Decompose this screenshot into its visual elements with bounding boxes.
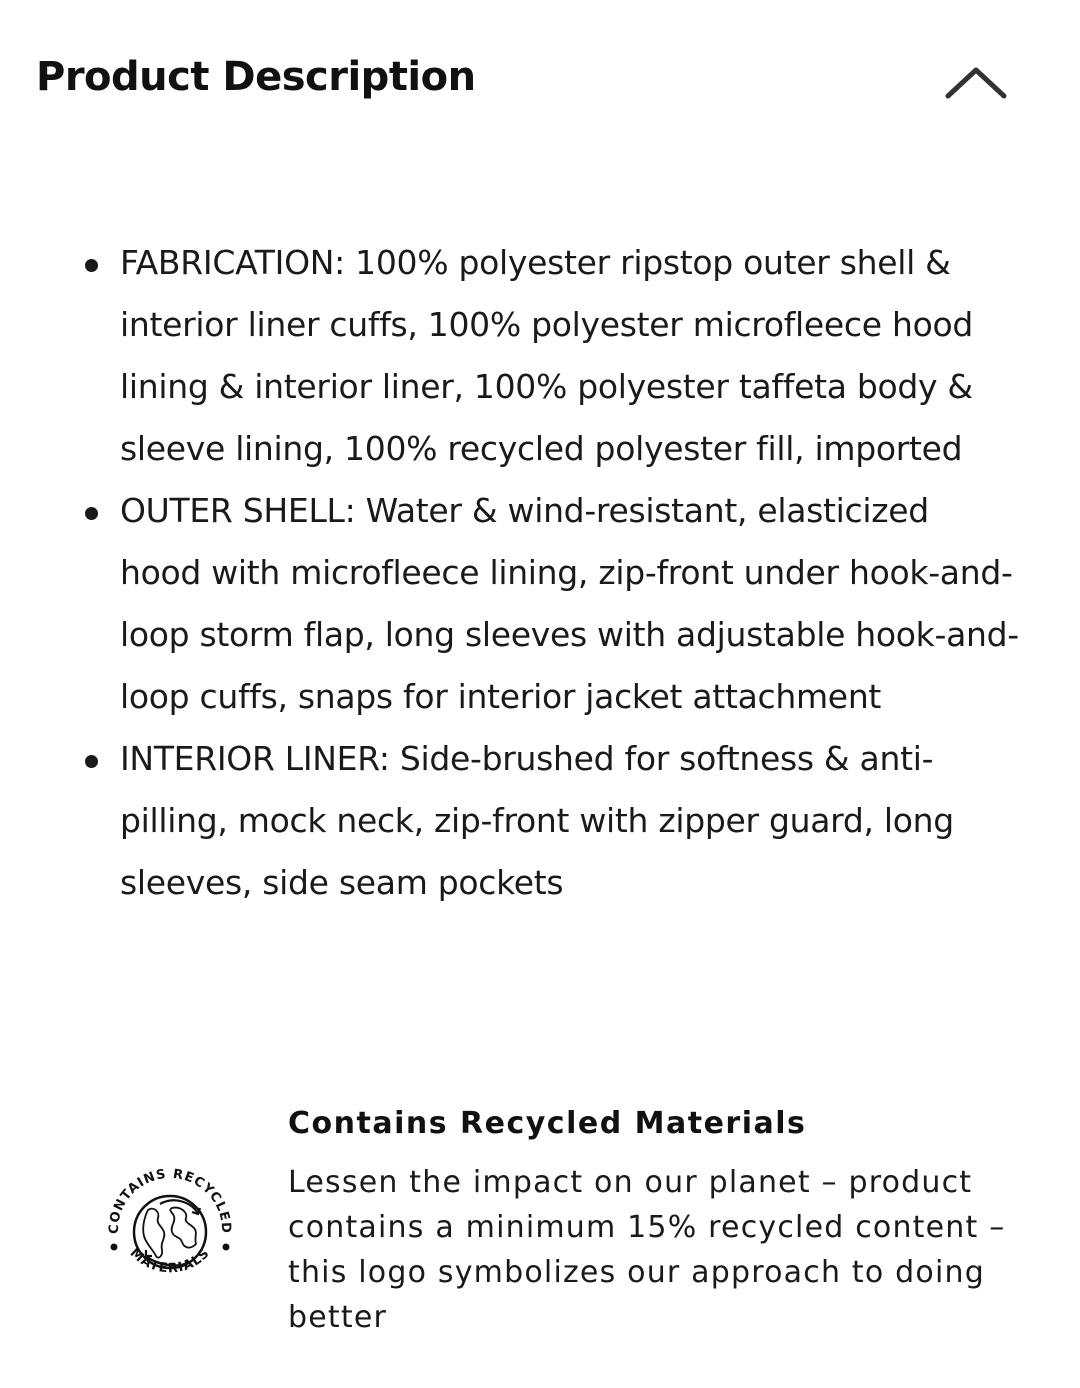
recycled-materials-badge: [0, 1100, 1080, 1360]
section-title: Product Description: [36, 54, 476, 100]
description-list: [120, 232, 1020, 914]
recycled-globe-icon: [100, 1152, 240, 1292]
collapse-button[interactable]: [938, 52, 1014, 108]
chevron-up-icon: [938, 52, 1014, 108]
recycled-badge-title: Contains Recycled Materials: [288, 1106, 807, 1141]
product-description-header[interactable]: [36, 52, 1036, 112]
recycled-badge-text: Lessen the impact on our planet – product contains a minimum 15% recycled content – this logo symbolizes our approach to doing better: [288, 1165, 1006, 1335]
description-item-outer-shell: OUTER SHELL: Water & wind-resistant, elasticized hood with microfleece lining, zip-front under hook-and-loop storm flap, long sleeves with adjustable hook-and-loop cuffs, snaps for interior jacket attachment: [120, 480, 1020, 728]
description-item-interior-liner: INTERIOR LINER: Side-brushed for softness & anti-pilling, mock neck, zip-front with zipper guard, long sleeves, side seam pockets: [120, 728, 1020, 914]
description-item-fabrication: FABRICATION: 100% polyester ripstop outer shell & interior liner cuffs, 100% polyester microfleece hood lining & interior liner, 100% polyester taffeta body & sleeve lining, 100% recycled polyester fill, imported: [120, 232, 1020, 480]
svg-text:MATERIALS: MATERIALS: [126, 1245, 214, 1277]
svg-text:CONTAINS RECYCLED: CONTAINS RECYCLED: [106, 1166, 234, 1235]
